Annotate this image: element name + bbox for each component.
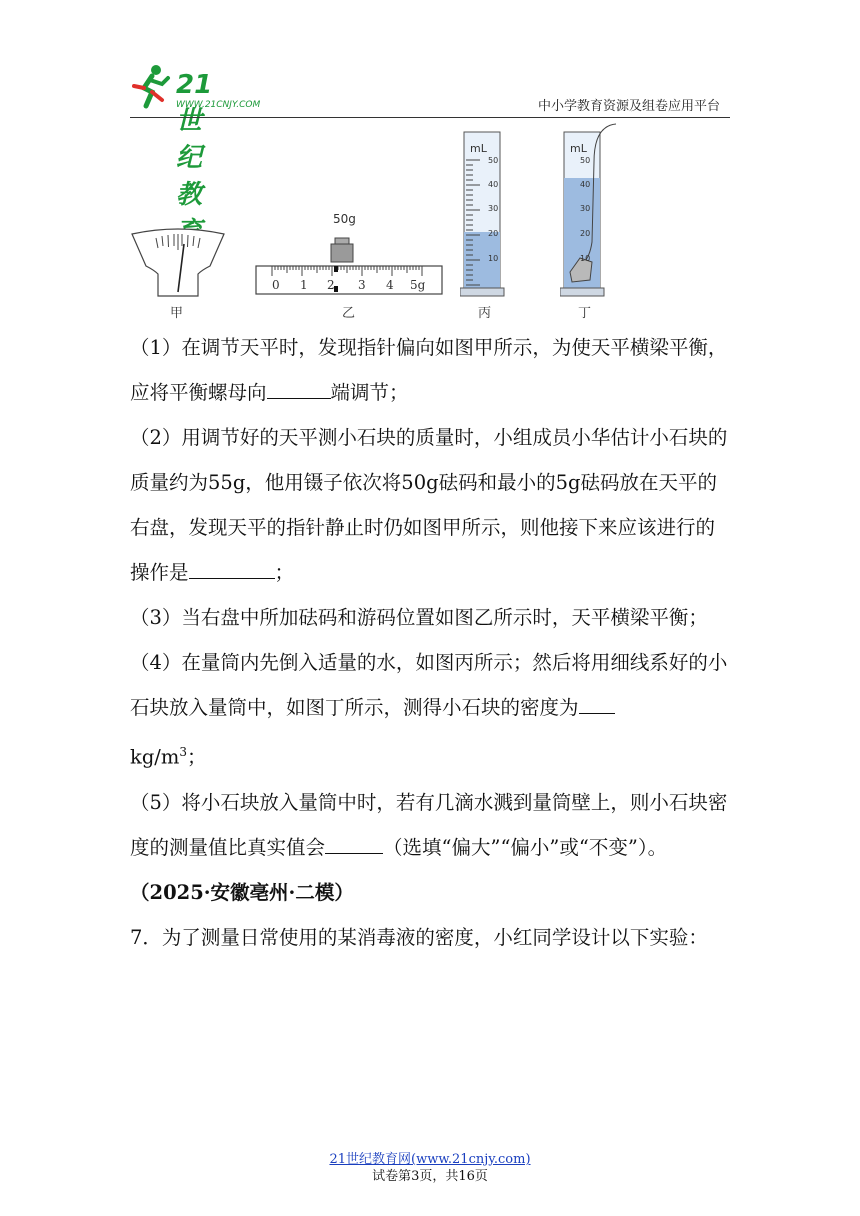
question-5 xyxy=(130,780,730,870)
question-4 xyxy=(130,640,730,780)
bing-mark-40: 40 xyxy=(488,180,499,189)
figure-label-yi: 乙 xyxy=(342,306,356,321)
weight-label: 50g xyxy=(333,212,356,226)
answer-blank-4[interactable] xyxy=(579,691,615,714)
bing-mark-30: 30 xyxy=(488,204,499,213)
figure-label-jia: 甲 xyxy=(170,306,184,321)
question-5-text: （5）将小石块放入量筒中时，若有几滴水溅到量筒壁上，则小石块密度的测量值比真实值会 xyxy=(130,790,728,859)
question-1-text: （1）在调节天平时，发现指针偏向如图甲所示，为使天平横梁平衡，应将平衡螺母向 xyxy=(130,336,728,404)
bing-mark-20: 20 xyxy=(488,229,499,238)
bing-mark-50: 50 xyxy=(488,156,499,165)
question-source: （2025·安徽亳州·二模） xyxy=(130,880,354,904)
question-1 xyxy=(130,325,730,415)
question-4-text: （4）在量筒内先倒入适量的水，如图丙所示；然后将用细线系好的小石块放入量筒中，如图丁所示，测得小石块的密度为 xyxy=(130,651,728,719)
ruler-tick-1: 1 xyxy=(300,278,308,292)
answer-blank-5[interactable] xyxy=(325,831,383,854)
question-4-tail: ； xyxy=(187,745,207,769)
question-content xyxy=(130,325,730,960)
logo-text: 21世纪教 xyxy=(176,70,213,210)
question-2 xyxy=(130,415,730,595)
density-unit-exponent: 3 xyxy=(179,745,187,759)
cylinder-bing-figure xyxy=(460,130,510,298)
question-1-tail: 端调节； xyxy=(330,381,409,404)
logo xyxy=(130,62,261,210)
question-3-text: （3）当右盘中所加砝码和游码位置如图乙所示时，天平横梁平衡； xyxy=(130,606,708,629)
answer-blank-2[interactable] xyxy=(189,556,275,579)
bing-mark-10: 10 xyxy=(488,254,499,263)
ding-mark-10: 10 xyxy=(580,254,591,263)
ding-mark-20: 20 xyxy=(580,229,591,238)
footer-page-number: 试卷第3页，共16页 xyxy=(372,1169,488,1184)
ruler-tick-3: 3 xyxy=(358,278,366,292)
question-2-text: （2）用调节好的天平测小石块的质量时，小组成员小华估计小石块的质量约为55g，他用镊子依次将50g砝码和最小的5g砝码放在天平的右盘，发现天平的指针静止时仍如图甲所示，则他接下来应该进行的操作是 xyxy=(130,426,728,584)
balance-scale-figure xyxy=(128,226,228,298)
question-7: 7．为了测量日常使用的某消毒液的密度，小红同学设计以下实验： xyxy=(130,925,708,949)
cylinder-bing-unit: mL xyxy=(470,142,487,155)
header-rule xyxy=(130,117,730,118)
ruler-tick-0: 0 xyxy=(272,278,280,292)
question-5-tail: （选填“偏大”“偏小”或“不变”）。 xyxy=(383,835,668,859)
ding-mark-30: 30 xyxy=(580,204,591,213)
cylinder-ding-unit: mL xyxy=(570,142,587,155)
question-3 xyxy=(130,595,730,640)
ruler-tick-4: 4 xyxy=(386,278,394,292)
ding-mark-50: 50 xyxy=(580,156,591,165)
answer-blank-1[interactable] xyxy=(267,376,331,399)
figure-label-bing: 丙 xyxy=(478,306,492,321)
runner-logo-icon xyxy=(130,62,174,112)
density-unit: kg/m xyxy=(130,745,180,769)
logo-url: WWW.21CNJY.COM xyxy=(176,100,261,110)
page-footer xyxy=(0,1151,860,1185)
header-platform-text: 中小学教育资源及组卷应用平台 xyxy=(537,99,720,114)
figure-label-ding: 丁 xyxy=(578,306,592,321)
ding-mark-40: 40 xyxy=(580,180,591,189)
question-2-tail: ； xyxy=(274,561,295,584)
ruler-tick-2: 2 xyxy=(327,278,335,292)
ruler-tick-5: 5g xyxy=(410,278,426,292)
figures-row xyxy=(120,128,740,328)
footer-site-link[interactable]: 21世纪教育网(www.21cnjy.com) xyxy=(329,1152,531,1167)
